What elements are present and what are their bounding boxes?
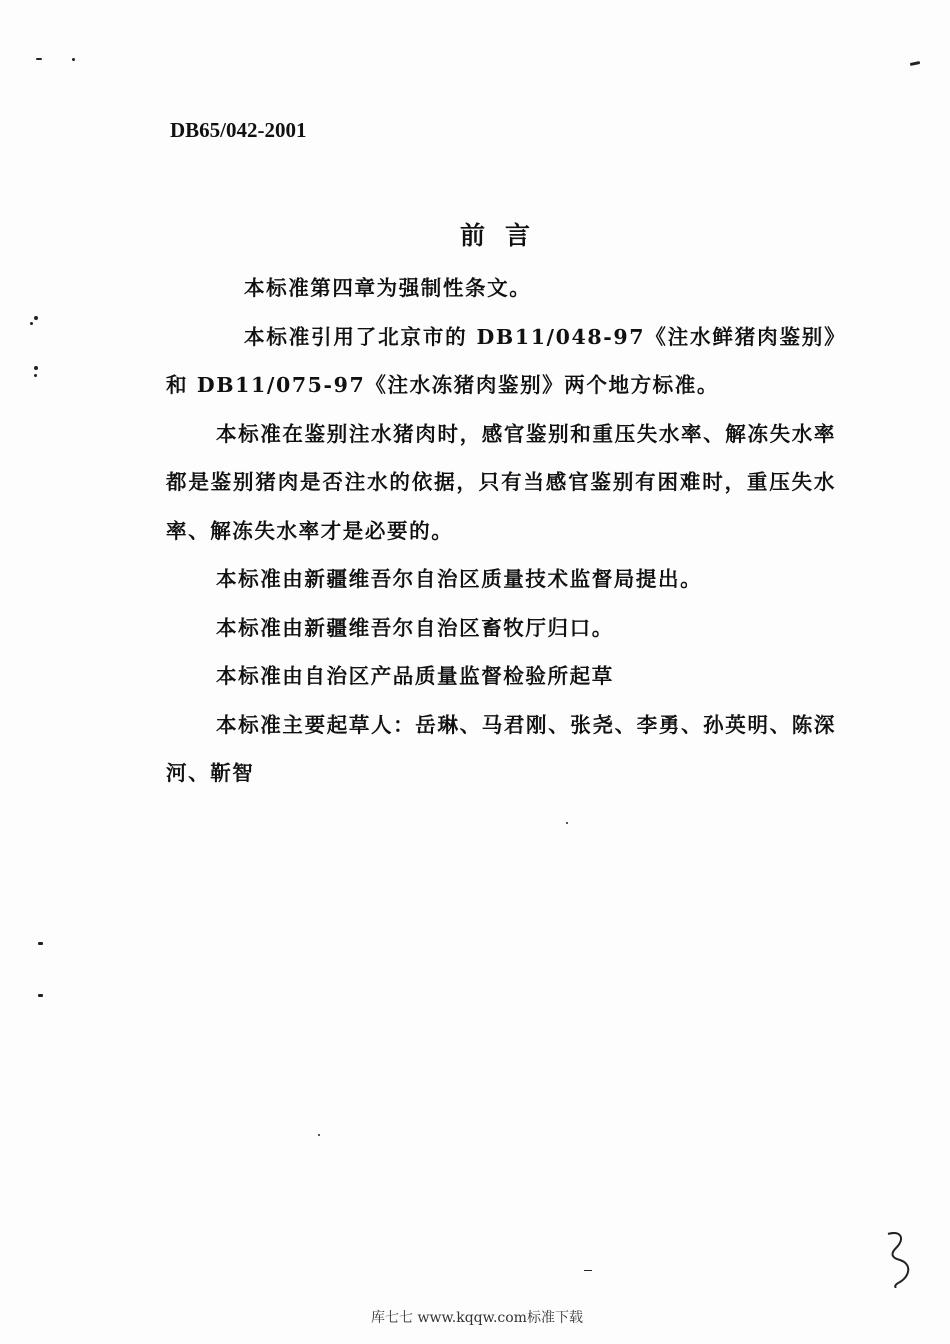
scan-speck [38,994,43,997]
scan-speck [38,942,43,945]
scan-speck [566,822,568,824]
scan-speck [34,366,38,370]
paragraph: 本标准主要起草人：岳琳、马君刚、张尧、李勇、孙英明、陈深河、靳智 [166,712,836,785]
document-code: DB65/042-2001 [170,118,307,142]
scan-speck [584,1270,592,1271]
paragraph: 本标准由新疆维吾尔自治区畜牧厅归口。 [216,615,614,640]
page-title: 前言 [459,221,550,250]
paragraph: 本标准在鉴别注水猪肉时，感官鉴别和重压失水率、解冻失水率都是鉴别猪肉是否注水的依据，只有当感官鉴别有困难时，重压失水率、解冻失水率才是必要的。 [166,421,836,543]
scan-speck [36,58,42,60]
scan-speck [72,58,75,61]
scan-speck [34,316,38,320]
footer-source: 库七七 www.kqqw.com标准下载 [371,1310,583,1326]
handwritten-page-mark [882,1228,918,1288]
paragraph: 本标准第四章为强制性条文。 [244,276,532,300]
scan-speck [318,1134,320,1136]
preface-body [166,264,836,798]
paragraph: 本标准由新疆维吾尔自治区质量技术监督局提出。 [216,567,703,591]
paragraph: 本标准引用了北京市的 DB11/048-97《注水鲜猪肉鉴别》和 DB11/075-97《注水冻猪肉鉴别》两个地方标准。 [166,324,836,397]
scan-speck [910,61,920,66]
scan-speck [30,322,33,325]
paragraph: 本标准由自治区产品质量监督检验所起草 [216,664,614,688]
scan-speck [34,374,37,377]
